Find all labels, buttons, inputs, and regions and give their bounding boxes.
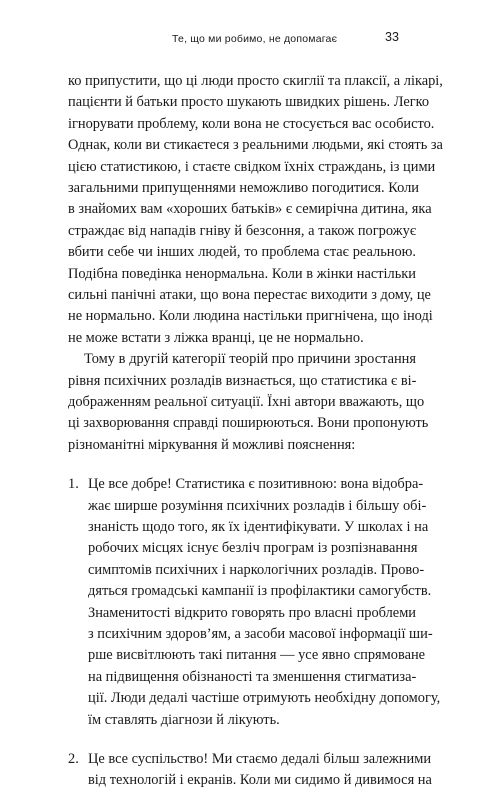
text-line: ці захворювання справді поширюються. Вони пропонують: [68, 415, 429, 432]
text-line: загальними припущеннями неможливо погодитися. Коли: [68, 180, 419, 196]
text-line: пацієнти й батьки просто шукають швидких рішень. Легко: [68, 94, 430, 111]
text-line: Однак, коли ви стикаєтеся з реальними людьми, які стоять за: [68, 137, 443, 154]
text-line: ції. Люди дедалі частіше отримують необхідну допомогу,: [88, 690, 441, 707]
list-item-number: 1.: [68, 476, 79, 493]
text-line: сильні панічні атаки, що вона перестає виходити з дому, це: [68, 287, 431, 303]
text-line: від технологій і екранів. Коли ми сидимо й дивимося на: [88, 772, 432, 789]
text-line: в знайомих вам «хороших батьків» є семирічна дитина, яка: [68, 201, 432, 218]
text-line: Тому в другій категорії теорій про причини зростання: [84, 351, 416, 368]
text-line: Це все суспільство! Ми стаємо дедалі більш залежними: [88, 751, 432, 767]
text-line: з психічним здоров’ям, а засоби масової інформації ши-: [88, 626, 433, 642]
page-number: 33: [385, 30, 399, 44]
text-line: ігнорувати проблему, коли вона не стосується вас особисто.: [68, 115, 435, 132]
running-header: Те, що ми робимо, не допомагає: [172, 33, 338, 45]
text-line: страждає від нападів гніву й безсоння, а також погрожує: [68, 222, 416, 239]
list-item-number: 2.: [68, 751, 79, 767]
text-line: рівня психічних розладів визнається, що статистика є ві-: [68, 372, 417, 389]
text-line: Подібна поведінка ненормальна. Коли в жінки настільки: [68, 265, 416, 282]
text-line: вбити себе чи інших людей, то проблема стає реальною.: [68, 244, 416, 261]
text-line: дображенням реальної ситуації. Їхні автори вважають, що: [68, 394, 425, 410]
text-line: цією статистикою, і стаєте свідком їхніх страждань, із цими: [68, 158, 436, 175]
text-line: ко припустити, що ці люди просто скиглії та плаксії, а лікарі,: [68, 73, 443, 89]
text-line: різноманітні міркування й можливі пояснення:: [68, 436, 356, 453]
text-line: жає ширше розуміння психічних розладів і більшу обі-: [88, 497, 427, 514]
text-line: робочих місцях існує безліч програм із розпізнавання: [88, 540, 418, 557]
text-line: рше висвітлюють такі питання — усе явно спрямоване: [88, 647, 426, 664]
text-line: знаність щодо того, як їх ідентифікувати. У школах і на: [88, 519, 429, 535]
text-line: Знаменитості відкрито говорять про власні проблеми: [88, 604, 416, 621]
text-line: на підвищення обізнаності та зменшення стигматиза-: [88, 668, 417, 685]
text-line: дяться громадські кампанії із профілактики самогубств.: [88, 583, 432, 600]
text-line: Це все добре! Статистика є позитивною: вона відобра-: [88, 476, 424, 493]
text-line: симптомів психічних і наркологічних розладів. Прово-: [88, 561, 425, 578]
text-line: їм ставлять діагнози й лікують.: [88, 711, 280, 728]
text-line: не може встати з ліжка вранці, це не нормально.: [68, 329, 364, 346]
text-line: не нормально. Коли людина настільки пригнічена, що іноді: [68, 308, 433, 325]
